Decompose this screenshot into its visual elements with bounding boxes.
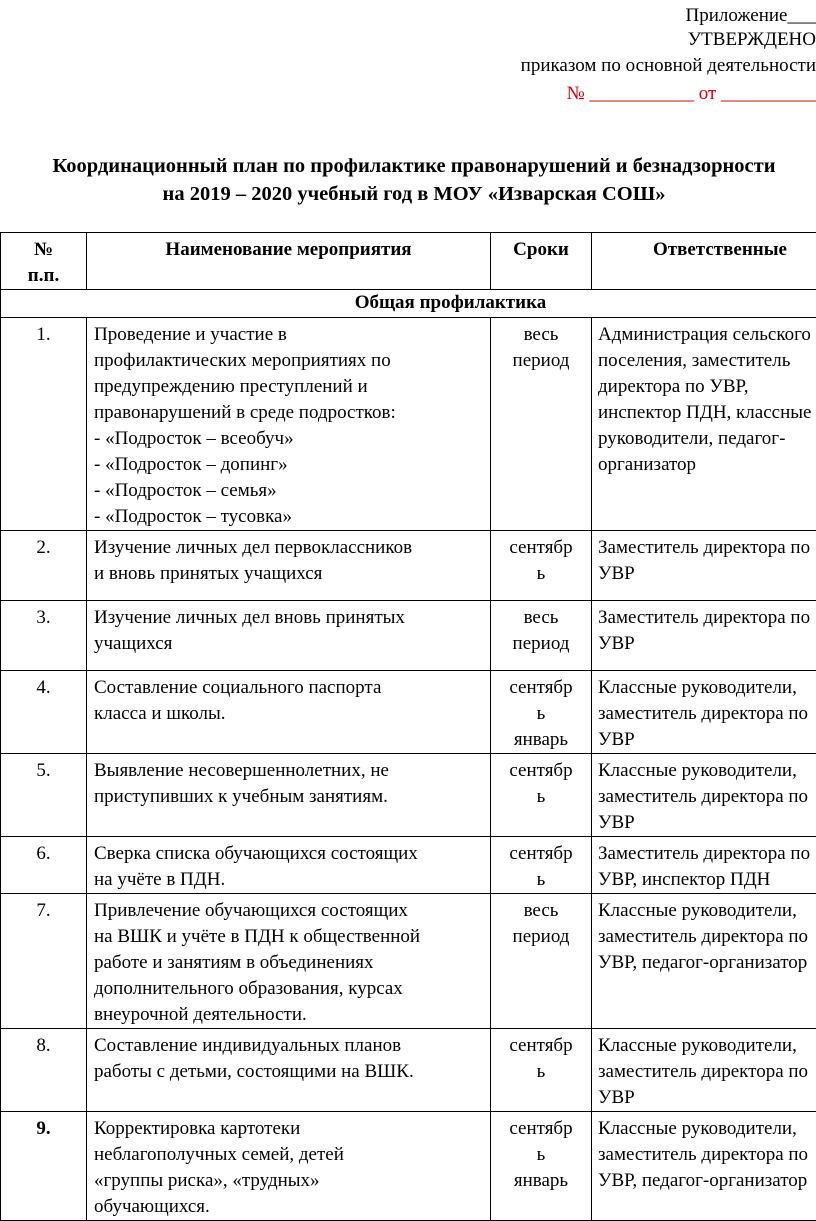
event-name — [87, 671, 491, 754]
event-name-line: Изучение личных дел вновь принятых — [94, 605, 484, 631]
table-row — [1, 671, 816, 754]
event-name — [87, 894, 491, 1029]
event-name-line: - «Подросток – тусовка» — [94, 504, 484, 530]
event-responsible — [592, 894, 816, 1029]
event-term-line: ь — [491, 701, 591, 727]
event-term — [491, 754, 592, 837]
event-name-line: Выявление несовершеннолетних, не — [94, 758, 484, 784]
event-responsible — [592, 1029, 816, 1112]
row-number: 1. — [1, 318, 87, 531]
event-name-line: профилактических мероприятиях по — [94, 348, 484, 374]
row-number: 5. — [1, 754, 87, 837]
event-term-line: сентябр — [491, 1116, 591, 1142]
event-term-line: сентябр — [491, 758, 591, 784]
event-name-line: неблагополучных семей, детей — [94, 1142, 484, 1168]
event-responsible-line: заместитель директора по — [598, 924, 816, 950]
event-name-line: Корректировка картотеки — [94, 1116, 484, 1142]
event-term-line: весь — [491, 898, 591, 924]
event-responsible-line: Классные руководители, — [598, 1033, 816, 1059]
table-row — [1, 601, 816, 671]
event-term-line: январь — [491, 1168, 591, 1194]
event-term — [491, 837, 592, 894]
event-responsible-line: УВР — [598, 561, 816, 587]
header-name: Наименование мероприятия — [87, 233, 491, 290]
plan-table — [0, 232, 816, 1221]
event-name-line: - «Подросток – семья» — [94, 478, 484, 504]
event-term — [491, 894, 592, 1029]
event-responsible-line: УВР — [598, 810, 816, 836]
header-num-line-2: п.п. — [1, 263, 86, 289]
event-term — [491, 1112, 592, 1221]
event-responsible-line: УВР, педагог-организатор — [598, 950, 816, 976]
event-name — [87, 754, 491, 837]
event-name-line: - «Подросток – допинг» — [94, 452, 484, 478]
appendix-label: Приложение___ — [686, 5, 816, 27]
section-row — [1, 290, 816, 318]
header-term: Сроки — [491, 233, 592, 290]
event-name-line: Сверка списка обучающихся состоящих — [94, 841, 484, 867]
event-name-line: Составление социального паспорта — [94, 675, 484, 701]
event-responsible-line: УВР — [598, 631, 816, 657]
event-name-line: внеурочной деятельности. — [94, 1002, 484, 1028]
event-responsible-line: Классные руководители, — [598, 675, 816, 701]
table-row — [1, 754, 816, 837]
row-number: 6. — [1, 837, 87, 894]
event-term-line: период — [491, 348, 591, 374]
event-name — [87, 1112, 491, 1221]
event-responsible-line: руководители, педагог- — [598, 426, 816, 452]
event-responsible — [592, 754, 816, 837]
event-responsible-line: Заместитель директора по — [598, 605, 816, 631]
order-number-line: № ___________ от __________ — [567, 83, 816, 105]
event-name-line: Составление индивидуальных планов — [94, 1033, 484, 1059]
event-term-line: сентябр — [491, 535, 591, 561]
order-label: приказом по основной деятельности — [521, 55, 816, 77]
title-line-2: на 2019 – 2020 учебный год в МОУ «Изварская СОШ» — [0, 180, 816, 208]
event-term-line: весь — [491, 322, 591, 348]
event-term — [491, 531, 592, 601]
event-responsible-line: заместитель директора по — [598, 701, 816, 727]
table-row — [1, 1112, 816, 1221]
event-responsible-line: Классные руководители, — [598, 1116, 816, 1142]
event-term-line: сентябр — [491, 675, 591, 701]
event-responsible-line: Заместитель директора по — [598, 535, 816, 561]
event-name-line: работы с детьми, состоящими на ВШК. — [94, 1059, 484, 1085]
event-name-line: «группы риска», «трудных» — [94, 1168, 484, 1194]
event-term-line: ь — [491, 561, 591, 587]
event-responsible-line: заместитель директора по — [598, 1059, 816, 1085]
table-header-row — [1, 233, 816, 290]
event-name-line: класса и школы. — [94, 701, 484, 727]
approved-label: УТВЕРЖДЕНО — [688, 29, 816, 51]
event-name-line: и вновь принятых учащихся — [94, 561, 484, 587]
event-term-line: ь — [491, 867, 591, 893]
event-name — [87, 318, 491, 531]
row-number: 8. — [1, 1029, 87, 1112]
table-row — [1, 1029, 816, 1112]
event-responsible-line: поселения, заместитель — [598, 348, 816, 374]
event-name — [87, 1029, 491, 1112]
row-number: 9. — [1, 1112, 87, 1221]
event-term — [491, 318, 592, 531]
event-responsible-line: УВР — [598, 727, 816, 753]
event-term — [491, 601, 592, 671]
event-responsible — [592, 671, 816, 754]
event-name-line: - «Подросток – всеобуч» — [94, 426, 484, 452]
event-responsible-line: Администрация сельского — [598, 322, 816, 348]
event-responsible — [592, 1112, 816, 1221]
event-name-line: приступивших к учебным занятиям. — [94, 784, 484, 810]
event-term — [491, 1029, 592, 1112]
event-name-line: Привлечение обучающихся состоящих — [94, 898, 484, 924]
event-name-line: Проведение и участие в — [94, 322, 484, 348]
row-number: 4. — [1, 671, 87, 754]
event-term-line: ь — [491, 1059, 591, 1085]
event-responsible — [592, 601, 816, 671]
header-num — [1, 233, 87, 290]
event-term-line: ь — [491, 1142, 591, 1168]
header-responsible: Ответственные — [592, 233, 816, 290]
event-name — [87, 837, 491, 894]
row-number: 7. — [1, 894, 87, 1029]
event-name — [87, 601, 491, 671]
event-responsible-line: УВР, инспектор ПДН — [598, 867, 816, 893]
event-responsible — [592, 531, 816, 601]
event-term-line: сентябр — [491, 1033, 591, 1059]
event-responsible-line: инспектор ПДН, классные — [598, 400, 816, 426]
event-responsible-line: Заместитель директора по — [598, 841, 816, 867]
event-term — [491, 671, 592, 754]
event-term-line: январь — [491, 727, 591, 753]
event-responsible-line: Классные руководители, — [598, 758, 816, 784]
row-number: 2. — [1, 531, 87, 601]
section-title: Общая профилактика — [1, 290, 816, 318]
event-responsible — [592, 837, 816, 894]
event-responsible-line: заместитель директора по — [598, 784, 816, 810]
event-responsible-line: УВР, педагог-организатор — [598, 1168, 816, 1194]
event-responsible — [592, 318, 816, 531]
event-responsible-line: директора по УВР, — [598, 374, 816, 400]
event-responsible-line: организатор — [598, 452, 816, 478]
event-responsible-line: Классные руководители, — [598, 898, 816, 924]
title-line-1: Координационный план по профилактике правонарушений и безнадзорности — [0, 152, 816, 180]
event-name-line: учащихся — [94, 631, 484, 657]
event-term-line: период — [491, 631, 591, 657]
event-term-line: период — [491, 924, 591, 950]
table-row — [1, 531, 816, 601]
event-responsible-line: заместитель директора по — [598, 1142, 816, 1168]
document-title — [0, 152, 816, 208]
row-number: 3. — [1, 601, 87, 671]
table-row — [1, 318, 816, 531]
event-responsible-line: УВР — [598, 1085, 816, 1111]
event-name-line: на учёте в ПДН. — [94, 867, 484, 893]
event-term-line: ь — [491, 784, 591, 810]
event-name-line: предупреждению преступлений и — [94, 374, 484, 400]
header-num-line-1: № — [1, 237, 86, 263]
event-name-line: на ВШК и учёте в ПДН к общественной — [94, 924, 484, 950]
event-name-line: обучающихся. — [94, 1194, 484, 1220]
event-name-line: работе и занятиям в объединениях — [94, 950, 484, 976]
event-term-line: сентябр — [491, 841, 591, 867]
event-name-line: правонарушений в среде подростков: — [94, 400, 484, 426]
event-name-line: Изучение личных дел первоклассников — [94, 535, 484, 561]
event-name-line: дополнительного образования, курсах — [94, 976, 484, 1002]
event-name — [87, 531, 491, 601]
table-row — [1, 894, 816, 1029]
event-term-line: весь — [491, 605, 591, 631]
table-row — [1, 837, 816, 894]
